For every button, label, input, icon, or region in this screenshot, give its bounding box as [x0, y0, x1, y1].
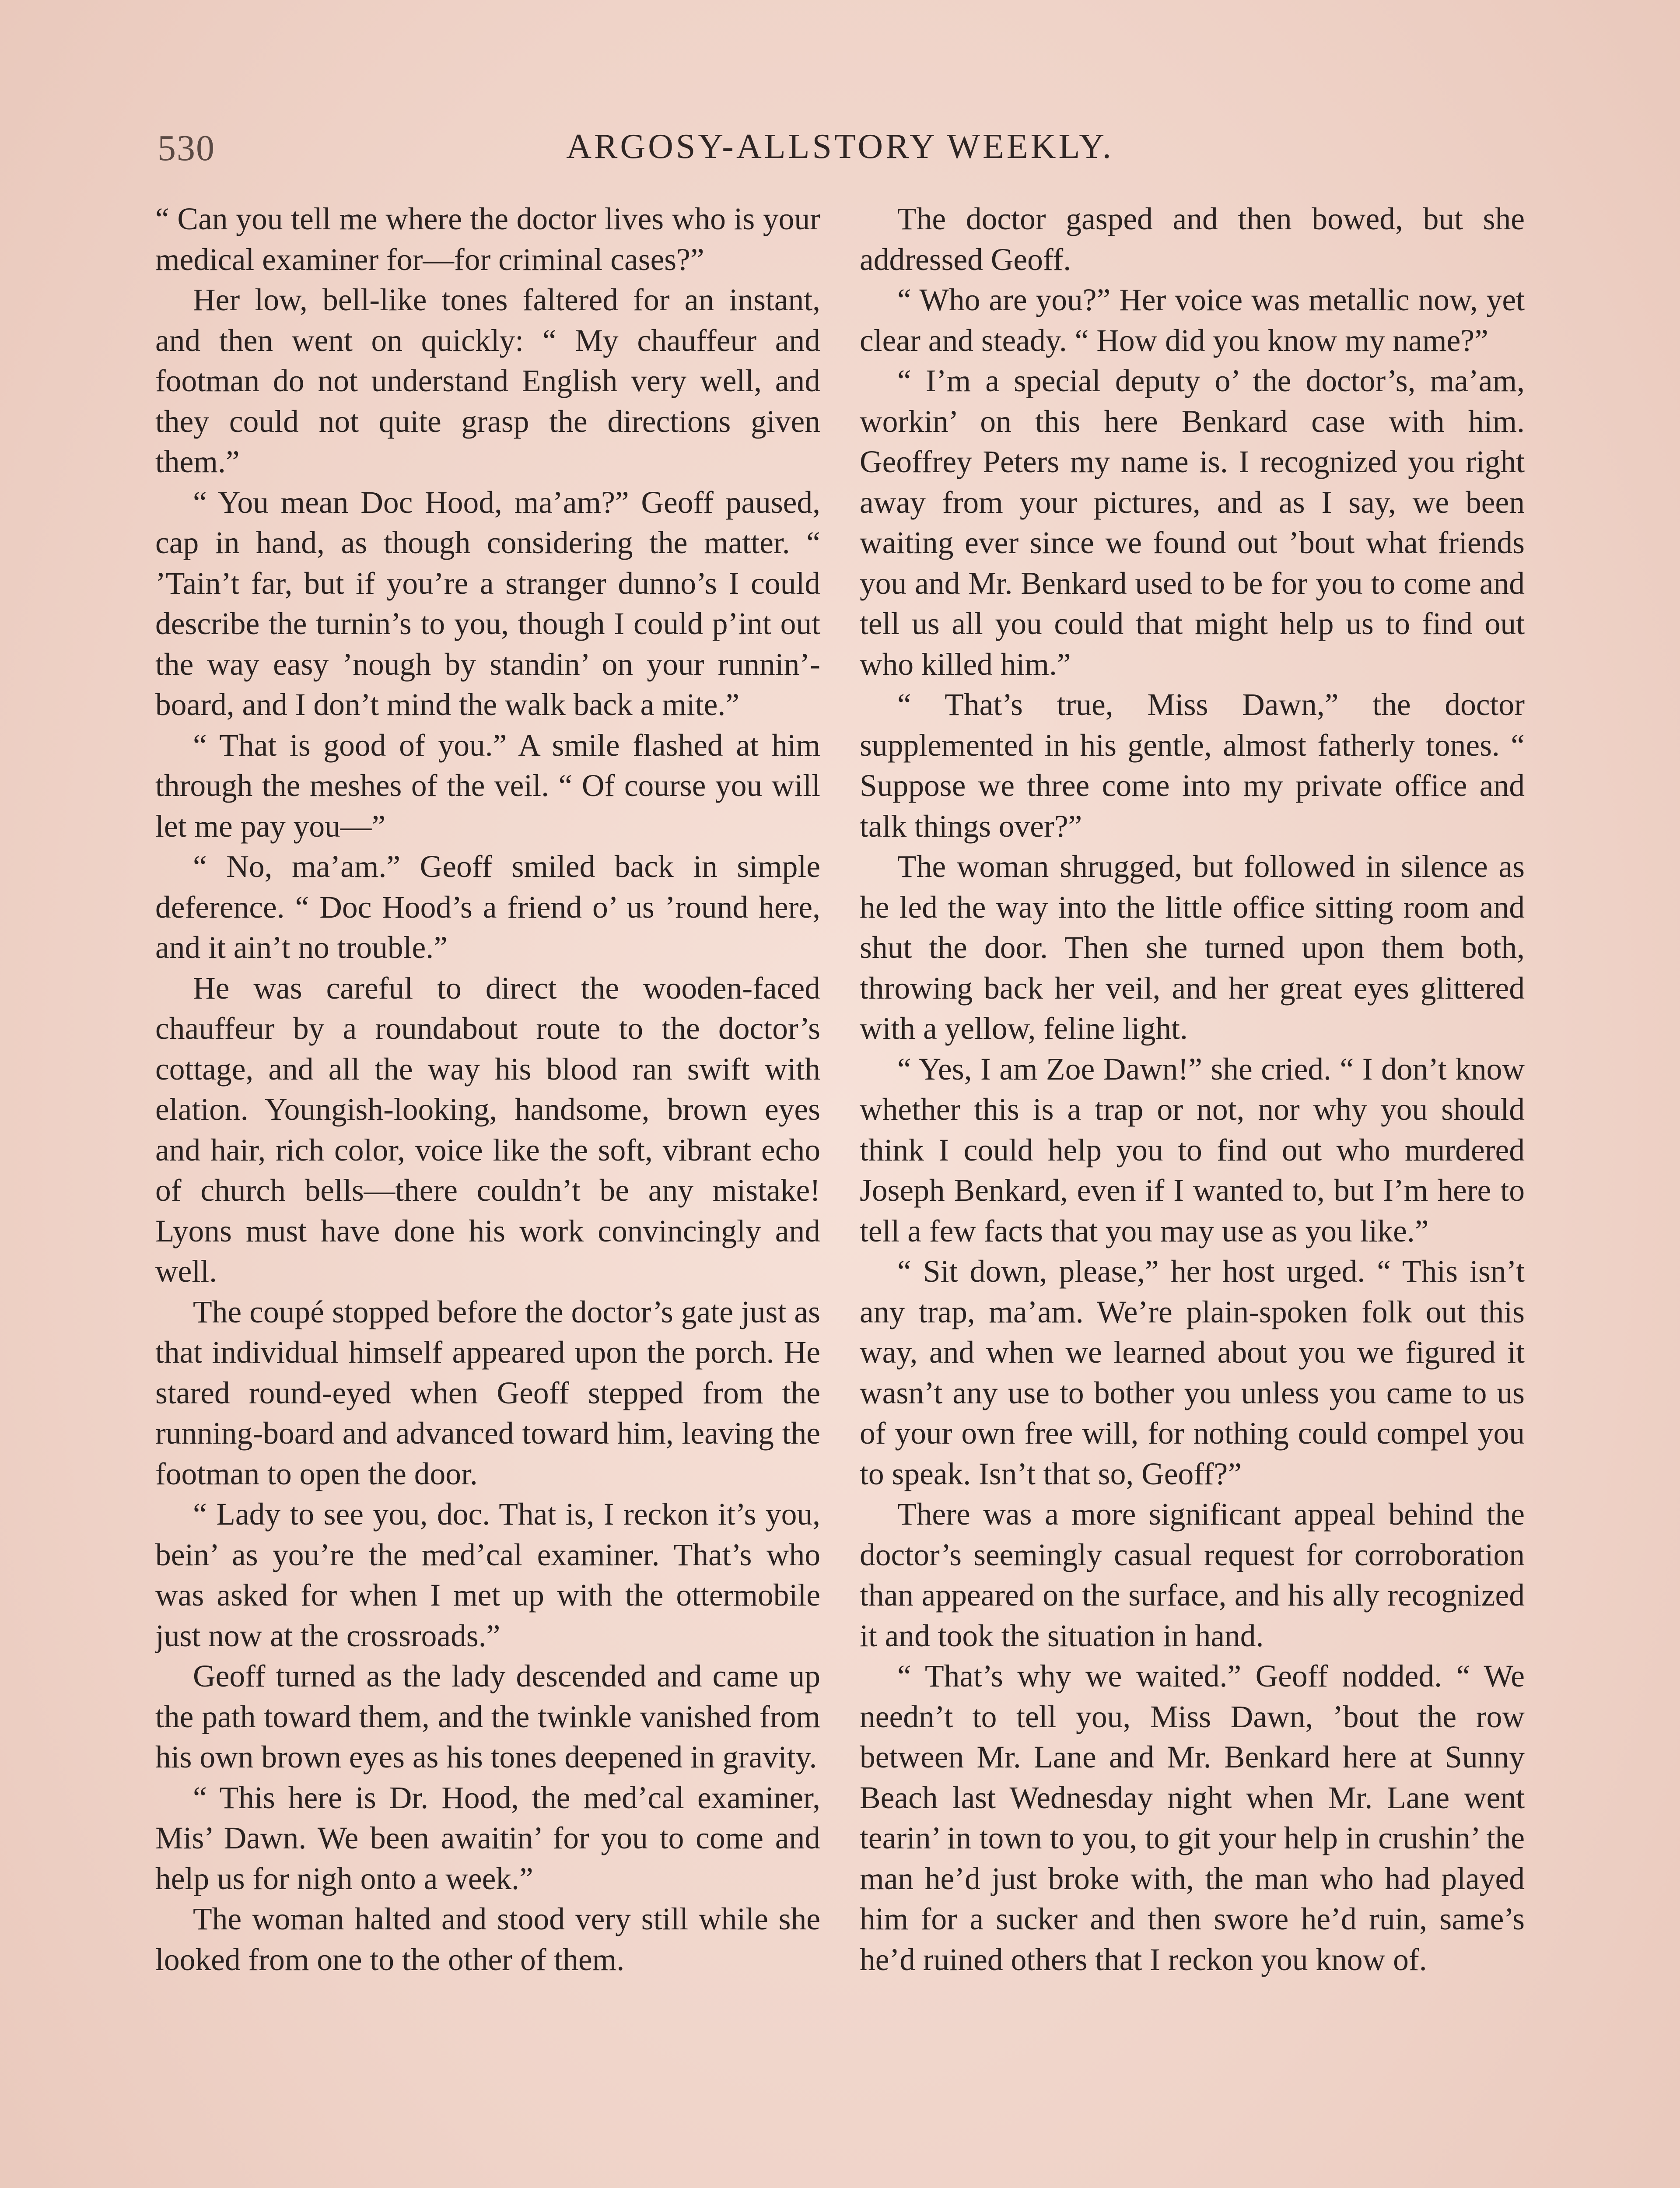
paragraph: “ You mean Doc Hood, ma’am?” Geoff paused, cap in hand, as though considering the matter. “ ’Tain’t far, but if you’re a stranger dunno’s I could describe the turnin’s to you, though I could p’int out the way easy ’nough by standin’ on your runnin’-board, and I don’t mind the walk back a mite.” — [155, 485, 820, 722]
paragraph: “ Yes, I am Zoe Dawn!” she cried. “ I don’t know whether this is a trap or not, nor why you should think I could help you to find out who murdered Joseph Benkard, even if I wanted to, but I’m here to tell a few facts that you may use as you like.” — [860, 1052, 1525, 1248]
paragraph: The doctor gasped and then bowed, but she addressed Geoff. — [860, 202, 1525, 277]
paragraph: “ That’s true, Miss Dawn,” the doctor supplemented in his gentle, almost fatherly tones. “ Suppose we three come into my private office and talk things over?” — [860, 687, 1525, 844]
text-columns — [155, 199, 1525, 2188]
page-number: 530 — [158, 128, 215, 168]
paragraph: “ Can you tell me where the doctor lives who is your medical examiner for—for criminal cases?” — [155, 202, 820, 277]
paragraph: “ I’m a special deputy o’ the doctor’s, ma’am, workin’ on this here Benkard case with him. Geoffrey Peters my name is. I recognized you right away from your pictures, and as I say, we been waiting ever since we found out ’bout what friends you and Mr. Benkard used to be for you to come and tell us all you could that might help us to find out who killed him.” — [860, 364, 1525, 682]
paragraph: The woman shrugged, but followed in silence as he led the way into the little office sitting room and shut the door. Then she turned upon them both, throwing back her veil, and her great eyes glittered with a yellow, feline light. — [860, 849, 1525, 1046]
paragraph: Geoff turned as the lady descended and came up the path toward them, and the twinkle vanished from his own brown eyes as his tones deepened in gravity. — [155, 1659, 820, 1774]
paragraph: “ No, ma’am.” Geoff smiled back in simple deference. “ Doc Hood’s a friend o’ us ’round here, and it ain’t no trouble.” — [155, 849, 820, 965]
paragraph: “ Sit down, please,” her host urged. “ This isn’t any trap, ma’am. We’re plain-spoken folk out this way, and when we learned about you we figured it wasn’t any use to bother you unless you came to us of your own free will, for nothing could compel you to speak. Isn’t that so, Geoff?” — [860, 1254, 1525, 1491]
paragraph: “ That is good of you.” A smile flashed at him through the meshes of the veil. “ Of course you will let me pay you—” — [155, 728, 820, 844]
paragraph: He was careful to direct the wooden-faced chauffeur by a roundabout route to the doctor’s cottage, and all the way his blood ran swift with elation. Youngish-looking, handsome, brown eyes and hair, rich color, voice like the soft, vibrant echo of church bells—there couldn’t be any mistake! Lyons must have done his work convincingly and well. — [155, 971, 820, 1289]
paragraph: “ Lady to see you, doc. That is, I reckon it’s you, bein’ as you’re the med’cal examiner. That’s who was asked for when I met up with the ottermobile just now at the crossroads.” — [155, 1497, 820, 1653]
paragraph: “ This here is Dr. Hood, the med’cal examiner, Mis’ Dawn. We been awaitin’ for you to come and help us for nigh onto a week.” — [155, 1780, 820, 1896]
paragraph: “ Who are you?” Her voice was metallic now, yet clear and steady. “ How did you know my name?” — [860, 283, 1525, 358]
left-column — [155, 199, 820, 2188]
page-header — [158, 127, 1522, 175]
paragraph: There was a more significant appeal behind the doctor’s seemingly casual request for corroboration than appeared on the surface, and his ally recognized it and took the situation in hand. — [860, 1497, 1525, 1653]
paragraph: The coupé stopped before the doctor’s gate just as that individual himself appeared upon the porch. He stared round-eyed when Geoff stepped from the running-board and advanced toward him, leaving the footman to open the door. — [155, 1294, 820, 1491]
right-column — [860, 199, 1525, 2188]
paragraph: “ That’s why we waited.” Geoff nodded. “ We needn’t to tell you, Miss Dawn, ’bout the row between Mr. Lane and Mr. Benkard here at Sunny Beach last Wednesday night when Mr. Lane went tearin’ in town to you, to git your help in crushin’ the man he’d just broke with, the man who had played him for a sucker and then swore he’d ruin, same’s he’d ruined others that I reckon you know of. — [860, 1659, 1525, 1977]
running-title: ARGOSY-ALLSTORY WEEKLY. — [566, 127, 1114, 166]
paragraph: Her low, bell-like tones faltered for an instant, and then went on quickly: “ My chauffeur and footman do not understand English very well, and they could not quite grasp the directions given them.” — [155, 283, 820, 479]
paragraph: The woman halted and stood very still while she looked from one to the other of them. — [155, 1902, 820, 1977]
